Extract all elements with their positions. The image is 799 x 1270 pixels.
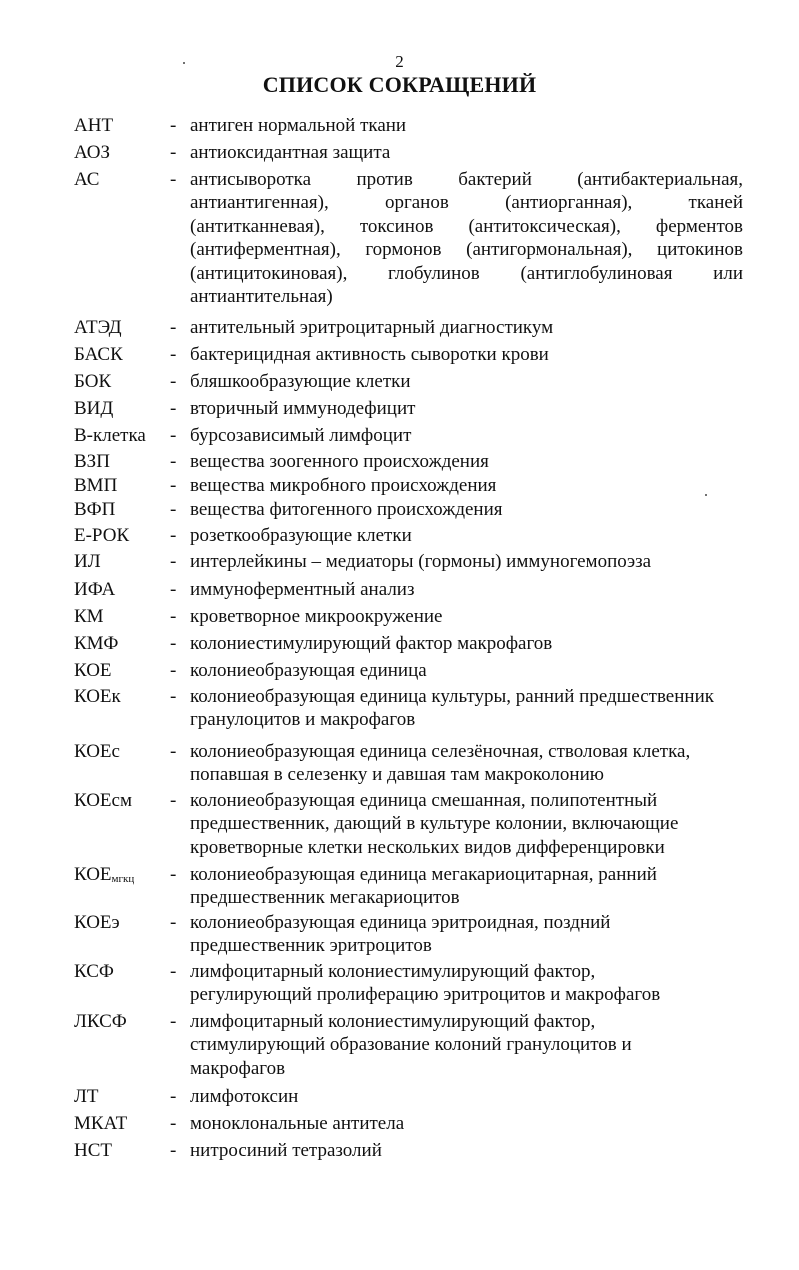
abbreviation-term: АНТ: [74, 115, 114, 136]
abbreviation-term: КМ: [74, 606, 104, 627]
abbreviation-definition: [190, 1112, 743, 1135]
definition-line: предшественник мегакариоцитов: [190, 887, 460, 909]
abbreviation-term: КМФ: [74, 633, 119, 654]
definition-line: бактерицидная активность сыворотки крови: [190, 344, 549, 365]
abbreviation-definition: [190, 685, 743, 732]
definition-line: лимфотоксин: [190, 1086, 299, 1107]
entry-dash: -: [170, 551, 177, 572]
entry-dash: -: [170, 579, 177, 600]
abbreviation-definition: [190, 659, 743, 682]
abbreviation-term: МКАТ: [74, 1113, 128, 1134]
entry-dash: -: [170, 1113, 177, 1134]
abbreviation-definition: [190, 863, 743, 910]
entry-dash: -: [170, 169, 177, 190]
entry-dash: -: [170, 912, 177, 933]
definition-line: предшественник эритроцитов: [190, 935, 432, 957]
definition-line: антиген нормальной ткани: [190, 115, 407, 136]
abbreviation-definition: [190, 1010, 743, 1080]
abbreviation-definition: [190, 450, 743, 473]
abbreviation-definition: [190, 740, 743, 787]
definition-line: лимфоцитарный колониестимулирующий фактор,: [190, 961, 596, 982]
definition-line: колониеобразующая единица селезёночная, стволовая клетка,: [190, 741, 691, 762]
entry-dash: -: [170, 606, 177, 627]
definition-line: (антицитокиновая), глобулинов (антиглобулиновая или: [190, 262, 743, 284]
definition-line: розеткообразующие клетки: [190, 525, 412, 546]
abbreviation-term: Е-РОК: [74, 525, 130, 546]
abbreviation-term: БАСК: [74, 344, 123, 365]
definition-line: интерлейкины – медиаторы (гормоны) иммуногемопоэза: [190, 551, 652, 572]
page-title: СПИСОК СОКРАЩЕНИЙ: [262, 72, 537, 97]
entry-dash: -: [170, 741, 177, 762]
abbreviation-definition: [190, 316, 743, 339]
abbreviation-definition: [190, 960, 743, 1007]
definition-line: колониеобразующая единица смешанная, полипотентный: [190, 790, 658, 811]
definition-line: (антитканневая), токсинов (антитоксическая), ферментов: [190, 215, 743, 237]
entry-dash: -: [170, 425, 177, 446]
entry-dash: -: [170, 686, 177, 707]
abbreviation-term: АОЗ: [74, 142, 111, 163]
abbreviation-term: ВИД: [74, 398, 114, 419]
entry-dash: -: [170, 864, 177, 885]
abbreviation-definition: [190, 524, 743, 547]
abbreviation-definition: [190, 605, 743, 628]
page-number: 2: [395, 52, 404, 71]
abbreviation-term: КОЕс: [74, 741, 120, 762]
definition-line: стимулирующий образование колоний гранулоцитов и: [190, 1034, 632, 1056]
abbreviation-definition: [190, 1085, 743, 1108]
abbreviation-definition: [190, 424, 743, 447]
abbreviation-term: БОК: [74, 371, 112, 392]
abbreviation-definition: [190, 343, 743, 366]
abbreviation-term: ЛТ: [74, 1086, 99, 1107]
abbreviation-term: ВФП: [74, 499, 116, 520]
definition-line: колониеобразующая единица культуры, ранний предшественник: [190, 686, 714, 707]
definition-line: предшественник, дающий в культуре колонии, включающие: [190, 813, 679, 835]
abbreviation-definition: [190, 498, 743, 521]
abbreviation-definition: [190, 911, 743, 958]
definition-line: бляшкообразующие клетки: [190, 371, 411, 392]
abbreviation-definition: [190, 474, 743, 497]
definition-line: гранулоцитов и макрофагов: [190, 709, 416, 731]
definition-line: кроветворное микроокружение: [190, 606, 443, 627]
entry-dash: -: [170, 398, 177, 419]
definition-line: иммуноферментный анализ: [190, 579, 415, 600]
abbreviation-definition: [190, 168, 743, 308]
entry-dash: -: [170, 371, 177, 392]
entry-dash: -: [170, 317, 177, 338]
entry-dash: -: [170, 790, 177, 811]
definition-line: попавшая в селезенку и давшая там макроколонию: [190, 764, 604, 786]
definition-line: колониеобразующая единица мегакариоцитарная, ранний: [190, 864, 657, 885]
abbreviation-term: ЛКСФ: [74, 1011, 127, 1032]
definition-line: вещества микробного происхождения: [190, 475, 497, 496]
abbreviation-term: ИЛ: [74, 551, 101, 572]
definition-line: макрофагов: [190, 1057, 286, 1079]
abbreviation-term: ВЗП: [74, 451, 110, 472]
entry-dash: -: [170, 1086, 177, 1107]
abbreviation-term: ВМП: [74, 475, 118, 496]
abbreviation-definition: [190, 632, 743, 655]
entry-dash: -: [170, 115, 177, 136]
abbreviation-term: $КОЕ_{мгкц}$: [74, 864, 135, 885]
entry-dash: -: [170, 525, 177, 546]
entry-dash: -: [170, 475, 177, 496]
abbreviation-definition: [190, 114, 743, 137]
abbreviation-term: В-клетка: [74, 425, 146, 446]
definition-line: антиоксидантная защита: [190, 142, 391, 163]
abbreviation-term: АС: [74, 169, 100, 190]
definition-line: антительный эритроцитарный диагностикум: [190, 317, 554, 338]
abbreviation-term: АТЭД: [74, 317, 122, 338]
definition-line: нитросиний тетразолий: [190, 1140, 382, 1161]
abbreviation-definition: [190, 578, 743, 601]
entry-dash: -: [170, 499, 177, 520]
abbreviation-definition: [190, 397, 743, 420]
definition-line: (антиферментная), гормонов (антигормональная), цитокинов: [190, 239, 743, 261]
definition-line: антиантительная): [190, 286, 333, 308]
abbreviation-term: КОЕсм: [74, 790, 132, 811]
entry-dash: -: [170, 660, 177, 681]
entry-dash: -: [170, 1011, 177, 1032]
scan-speck: [183, 62, 185, 64]
abbreviation-definition: [190, 550, 743, 573]
definition-line: вторичный иммунодефицит: [190, 398, 416, 419]
definition-line: вещества фитогенного происхождения: [190, 499, 503, 520]
definition-line: бурсозависимый лимфоцит: [190, 425, 412, 446]
abbreviation-term: КОЕ: [74, 660, 112, 681]
definition-line: антиантигенная), органов (антиорганная), тканей: [190, 192, 743, 214]
entry-dash: -: [170, 961, 177, 982]
abbreviation-definition: [190, 1139, 743, 1162]
definition-line: колониеобразующая единица эритроидная, поздний: [190, 912, 611, 933]
abbreviation-definition: [190, 370, 743, 393]
abbreviation-term: КОЕк: [74, 686, 121, 707]
definition-line: регулирующий пролиферацию эритроцитов и макрофагов: [190, 984, 661, 1006]
abbreviation-term: КОЕэ: [74, 912, 120, 933]
definition-line: вещества зоогенного происхождения: [190, 451, 489, 472]
entry-dash: -: [170, 344, 177, 365]
definition-line: кроветворные клетки нескольких видов дифференцировки: [190, 836, 665, 858]
definition-line: антисыворотка против бактерий (антибактериальная,: [190, 169, 743, 190]
abbreviation-definition: [190, 789, 743, 859]
entry-dash: -: [170, 633, 177, 654]
entry-dash: -: [170, 451, 177, 472]
abbreviation-term: КСФ: [74, 961, 114, 982]
definition-line: лимфоцитарный колониестимулирующий фактор,: [190, 1011, 596, 1032]
abbreviation-term: ИФА: [74, 579, 116, 600]
abbreviation-subscript: мгкц: [111, 873, 135, 885]
entry-dash: -: [170, 142, 177, 163]
abbreviation-term: НСТ: [74, 1140, 112, 1161]
definition-line: колониеобразующая единица: [190, 660, 427, 681]
abbreviation-definition: [190, 141, 743, 164]
definition-line: моноклональные антитела: [190, 1113, 405, 1134]
entry-dash: -: [170, 1140, 177, 1161]
definition-line: колониестимулирующий фактор макрофагов: [190, 633, 553, 654]
